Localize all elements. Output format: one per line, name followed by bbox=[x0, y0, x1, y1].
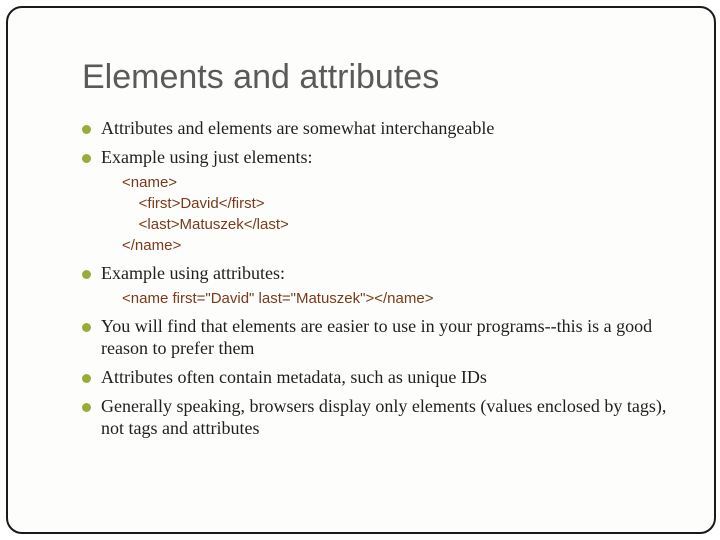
code-line: <name> bbox=[122, 174, 178, 191]
bullet-text: Generally speaking, browsers display only elements (values enclosed by tags), not tags and attributes bbox=[101, 396, 667, 438]
bullet-item bbox=[80, 146, 680, 168]
code-line: </name> bbox=[122, 237, 182, 254]
bullet-item bbox=[80, 366, 680, 388]
bullet-text: Example using attributes: bbox=[101, 263, 285, 283]
slide-content bbox=[80, 117, 680, 446]
code-example-elements bbox=[80, 172, 680, 256]
slide-title: Elements and attributes bbox=[82, 58, 440, 96]
bullet-text: Example using just elements: bbox=[101, 147, 313, 167]
bullet-dot-icon bbox=[82, 403, 91, 412]
bullet-dot-icon bbox=[82, 323, 91, 332]
bullet-dot-icon bbox=[82, 125, 91, 134]
bullet-item bbox=[80, 395, 680, 439]
bullet-item bbox=[80, 315, 680, 359]
bullet-dot-icon bbox=[82, 270, 91, 279]
bullet-text: You will find that elements are easier to use in your programs--this is a good reason to prefer them bbox=[101, 316, 653, 358]
bullet-dot-icon bbox=[82, 374, 91, 383]
code-line: <last>Matuszek</last> bbox=[122, 216, 289, 233]
code-example-attributes bbox=[80, 288, 680, 309]
code-line: <first>David</first> bbox=[122, 195, 265, 212]
code-line: <name first="David" last="Matuszek"></name> bbox=[122, 290, 434, 307]
bullet-item bbox=[80, 262, 680, 284]
bullet-dot-icon bbox=[82, 154, 91, 163]
bullet-text: Attributes often contain metadata, such as unique IDs bbox=[101, 367, 487, 387]
bullet-item bbox=[80, 117, 680, 139]
bullet-text: Attributes and elements are somewhat interchangeable bbox=[101, 118, 495, 138]
